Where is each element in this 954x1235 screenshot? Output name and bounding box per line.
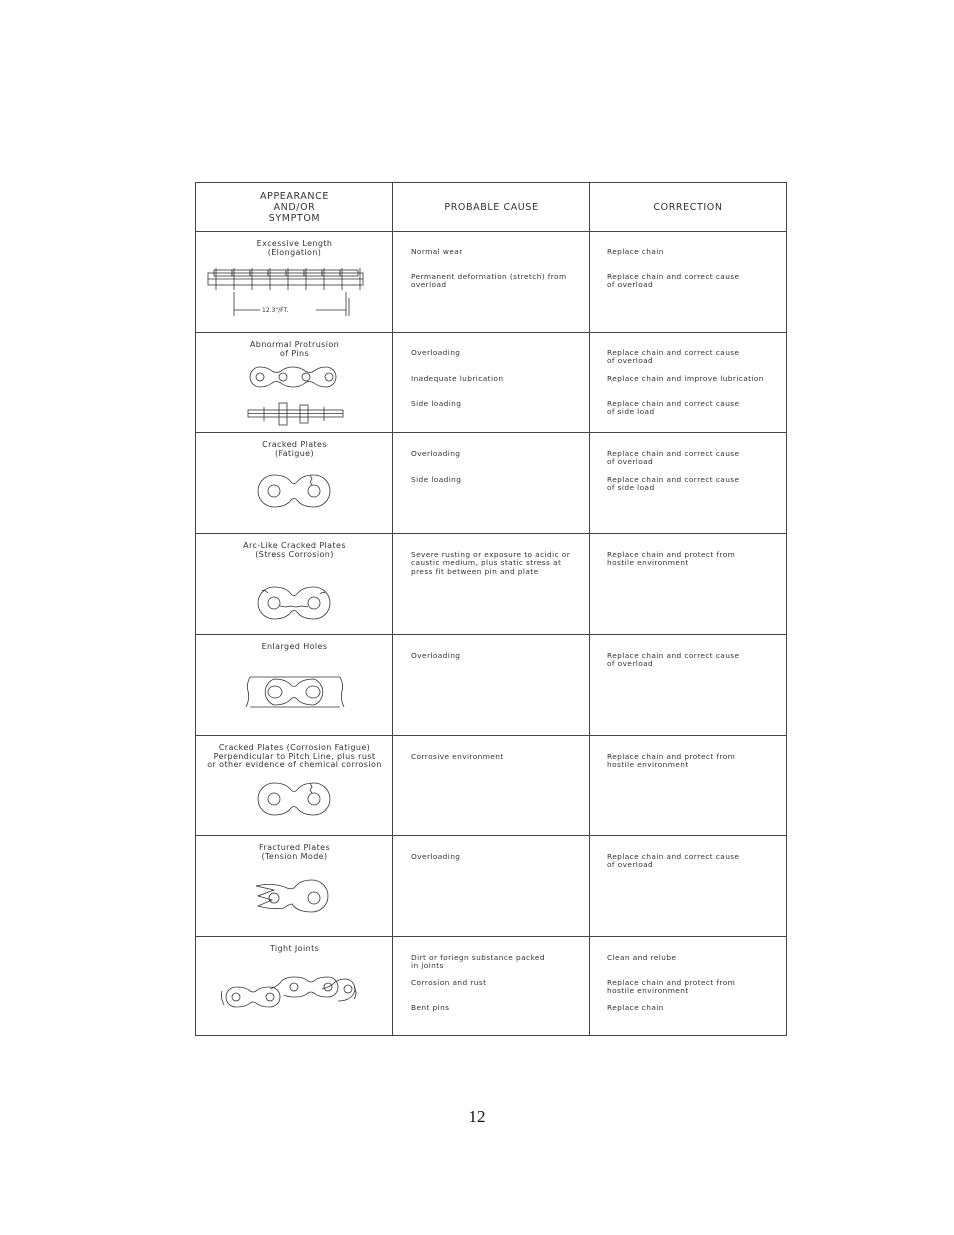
correction-text: Replace chain	[607, 247, 664, 256]
header-appearance-line: AND/OR	[273, 201, 316, 213]
correction-text: Replace chain and correct cause of overload	[607, 852, 740, 870]
correction-text: Replace chain and correct cause of overload	[607, 651, 740, 669]
cause-cell	[393, 635, 590, 735]
table-row-enlarged-holes	[196, 635, 786, 735]
measure-label: 12.3"/FT.	[262, 307, 289, 314]
cause-text: Dirt or foriegn substance packed in joints	[411, 953, 545, 971]
cause-cell	[393, 232, 590, 332]
corrosion-fatigue-illustration	[196, 736, 393, 835]
symptom-line: Abnormal Protrusion	[249, 340, 340, 349]
appearance-cell	[196, 836, 393, 936]
table-row-tight-joints	[196, 937, 786, 1035]
appearance-cell	[196, 232, 393, 332]
page-number: 12	[468, 1107, 486, 1126]
cause-text: Overloading	[411, 449, 461, 458]
arc-cracked-plate-illustration	[196, 534, 393, 634]
table-row-fractured-plates	[196, 836, 786, 936]
table-row-cracked-plates	[196, 433, 786, 533]
cause-cell	[393, 433, 590, 533]
header-appearance	[196, 183, 393, 231]
symptom-line: of Pins	[279, 348, 310, 358]
appearance-cell	[196, 635, 393, 735]
correction-text: Replace chain and correct cause of overload	[607, 348, 740, 366]
enlarged-holes-illustration	[196, 635, 393, 735]
correction-cell	[590, 836, 786, 936]
correction-cell	[590, 534, 786, 634]
correction-cell	[590, 333, 786, 432]
correction-cell	[590, 433, 786, 533]
cause-cell	[393, 534, 590, 634]
cause-text: Side loading	[411, 399, 462, 408]
symptom-line: (Tension Mode)	[261, 851, 328, 861]
cause-text: Overloading	[411, 852, 461, 861]
cause-text: Overloading	[411, 348, 461, 357]
symptom-line: Cracked Plates (Corrosion Fatigue)	[218, 743, 371, 752]
correction-text: Replace chain and correct cause of overload	[607, 449, 740, 467]
appearance-cell	[196, 433, 393, 533]
symptom-line: Excessive Length	[256, 239, 333, 248]
table-row-stress-corrosion	[196, 534, 786, 634]
elongated-chain-illustration	[196, 232, 393, 332]
header-cause	[393, 183, 590, 231]
cause-text: Corrosion and rust	[411, 978, 487, 987]
table-row-corrosion-fatigue	[196, 736, 786, 835]
correction-text: Replace chain and correct cause of side load	[607, 475, 740, 493]
cause-text: Bent pins	[411, 1003, 450, 1012]
correction-text: Replace chain and correct cause of side load	[607, 399, 740, 417]
symptom-line: Perpendicular to Pitch Line, plus rust	[213, 751, 376, 761]
symptom-line: Arc-Like Cracked Plates	[243, 541, 346, 550]
pin-protrusion-illustration	[196, 333, 393, 432]
cause-text: Corrosive environment	[411, 752, 504, 761]
correction-text: Replace chain and improve lubrication	[607, 374, 764, 383]
correction-cell	[590, 736, 786, 835]
symptom-line: (Fatigue)	[274, 448, 315, 458]
correction-text: Replace chain and protect from hostile environment	[607, 550, 736, 568]
header-cause-text: PROBABLE CAUSE	[444, 201, 539, 213]
appearance-cell	[196, 736, 393, 835]
correction-text: Replace chain	[607, 1003, 664, 1012]
cause-text: Normal wear	[411, 247, 463, 256]
correction-text: Replace chain and correct cause of overload	[607, 272, 740, 290]
symptom-line: Fractured Plates	[258, 843, 331, 852]
cause-cell	[393, 333, 590, 432]
symptom-line: Cracked Plates	[262, 440, 327, 449]
table-row-elongation	[196, 232, 786, 332]
symptom-line: (Stress Corrosion)	[255, 549, 334, 559]
correction-cell	[590, 232, 786, 332]
tight-joints-illustration	[196, 937, 393, 1035]
appearance-cell	[196, 937, 393, 1035]
cause-text: Severe rusting or exposure to acidic or caustic medium, plus static stress at press fit between pin and plate	[411, 550, 571, 576]
symptom-line: (Elongation)	[267, 247, 322, 257]
header-correction-text: CORRECTION	[653, 201, 723, 213]
correction-text: Clean and relube	[607, 953, 677, 962]
correction-cell	[590, 937, 786, 1035]
cause-text: Overloading	[411, 651, 461, 660]
header-appearance-line: APPEARANCE	[260, 190, 329, 202]
symptom-line: or other evidence of chemical corrosion	[207, 760, 382, 769]
appearance-cell	[196, 333, 393, 432]
cause-text: Permanent deformation (stretch) from overload	[411, 272, 567, 290]
header-appearance-line: SYMPTOM	[268, 212, 321, 224]
correction-cell	[590, 635, 786, 735]
cracked-plate-illustration	[196, 433, 393, 533]
table-row-pin-protrusion	[196, 333, 786, 432]
appearance-cell	[196, 534, 393, 634]
symptom-line: Tight Joints	[269, 944, 320, 953]
header-correction	[590, 183, 786, 231]
cause-cell	[393, 937, 590, 1035]
correction-text: Replace chain and protect from hostile environment	[607, 978, 736, 996]
symptom-line: Enlarged Holes	[261, 642, 328, 651]
troubleshooting-table	[195, 182, 787, 1036]
cause-text: Inadequate lubrication	[411, 374, 504, 383]
cause-cell	[393, 736, 590, 835]
correction-text: Replace chain and protect from hostile environment	[607, 752, 736, 770]
fractured-plate-illustration	[196, 836, 393, 936]
cause-text: Side loading	[411, 475, 462, 484]
cause-cell	[393, 836, 590, 936]
